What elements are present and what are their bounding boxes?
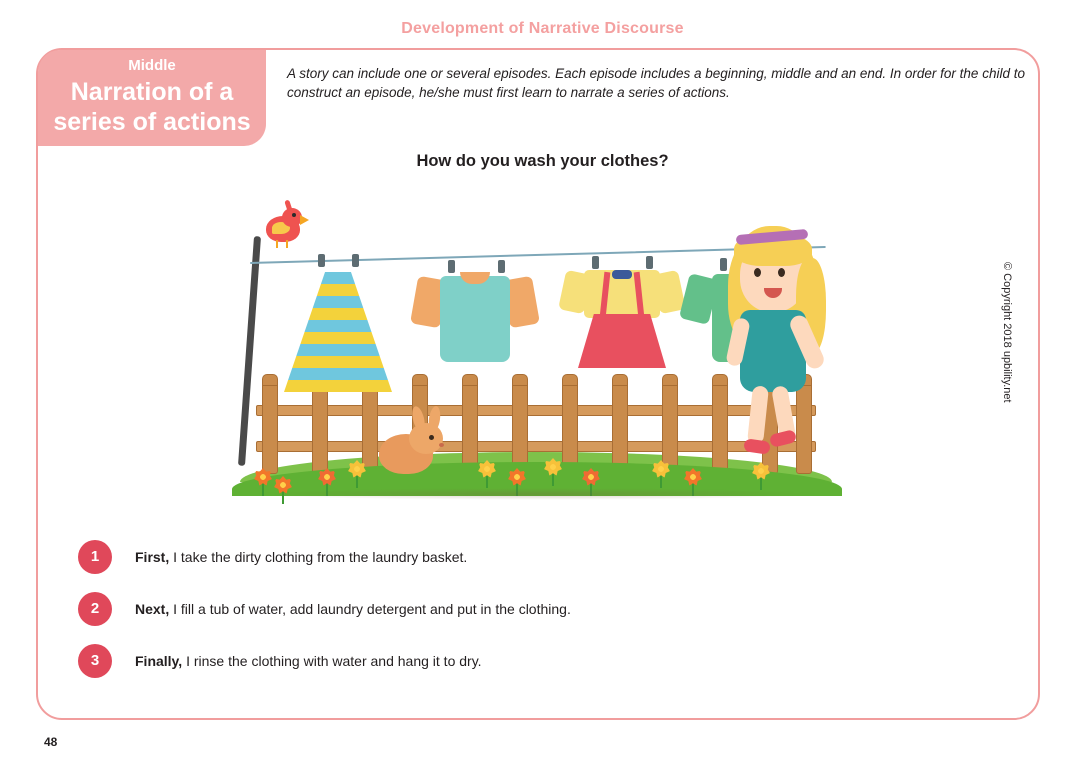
step-number-badge: 2	[78, 592, 112, 626]
page-header-title: Development of Narrative Discourse	[401, 20, 684, 37]
flower-icon	[544, 458, 562, 476]
step-number-badge: 3	[78, 644, 112, 678]
girl-character	[700, 218, 840, 470]
flower-icon	[508, 468, 526, 486]
flower-icon	[582, 468, 600, 486]
rabbit-icon	[377, 410, 447, 476]
list-item	[78, 644, 978, 696]
step-number-badge: 1	[78, 540, 112, 574]
step-keyword: Finally,	[135, 653, 183, 669]
step-text	[135, 600, 571, 619]
section-title-label: Narration of a series of actions	[53, 78, 251, 136]
flower-icon	[318, 468, 336, 486]
step-sentence: I rinse the clothing with water and hang it to dry.	[182, 653, 482, 669]
section-level-label: Middle	[128, 57, 176, 74]
fence-picket	[562, 382, 578, 474]
steps-list	[78, 540, 978, 696]
flower-icon	[684, 468, 702, 486]
bird-icon	[260, 204, 308, 248]
fence-picket	[312, 382, 328, 474]
step-keyword: First,	[135, 549, 170, 565]
flower-icon	[752, 462, 770, 480]
red-skirt-outfit	[562, 264, 682, 370]
step-text	[135, 652, 482, 671]
step-sentence: I fill a tub of water, add laundry detergent and put in the clothing.	[169, 601, 571, 617]
flower-icon	[254, 468, 272, 486]
list-item	[78, 592, 978, 644]
step-text	[135, 548, 467, 567]
flower-icon	[652, 460, 670, 478]
section-label-block	[38, 50, 266, 146]
ground-shadow	[250, 488, 824, 500]
flower-icon	[348, 460, 366, 478]
teal-shirt	[414, 268, 536, 364]
step-keyword: Next,	[135, 601, 170, 617]
striped-dress	[284, 262, 392, 392]
fence-picket	[262, 382, 278, 474]
step-sentence: I take the dirty clothing from the laundry basket.	[169, 549, 468, 565]
page-number: 48	[44, 735, 58, 749]
flower-icon	[478, 460, 496, 478]
list-item	[78, 540, 978, 592]
fence-picket	[462, 382, 478, 474]
fence-picket	[512, 382, 528, 474]
question-text: How do you wash your clothes?	[416, 152, 669, 170]
laundry-illustration	[232, 186, 842, 504]
intro-paragraph: A story can include one or several episodes. Each episode includes a beginning, middle and an end. In order for the child to construct an episode, he/she must first learn to narrate a series of actions.	[287, 66, 1025, 100]
fence-picket	[612, 382, 628, 474]
copyright-notice: © Copyright 2018 upbility.net	[1001, 262, 1013, 403]
